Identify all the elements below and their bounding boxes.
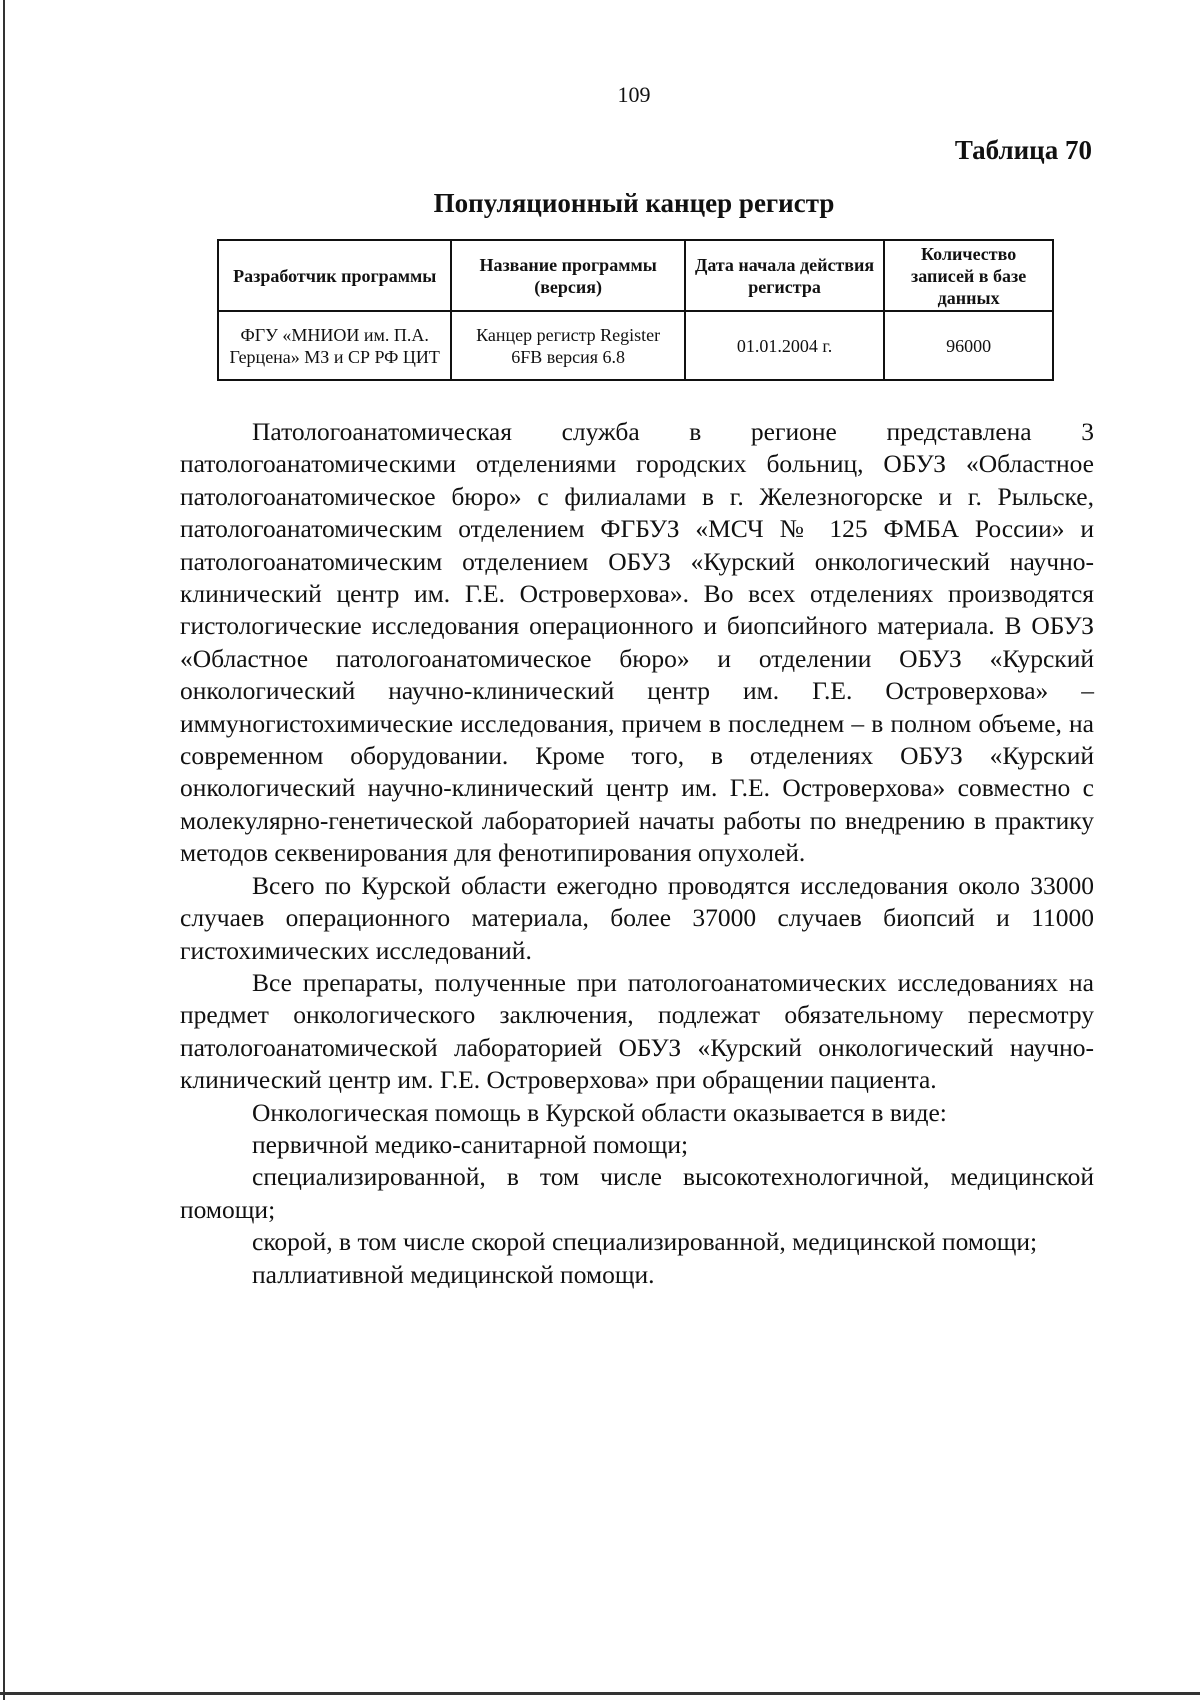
body-text	[180, 416, 1094, 1291]
list-item-specialized-care: специализированной, в том числе высокотехнологичной, медицинской помощи;	[180, 1162, 1094, 1224]
cell-developer: ФГУ «МНИОИ им. П.А. Герцена» МЗ и СР РФ ЦИТ	[218, 311, 451, 380]
header-developer: Разработчик программы	[218, 240, 451, 311]
cell-program-name: Канцер регистр Register 6FB версия 6.8	[451, 311, 684, 380]
table-row	[218, 311, 1053, 380]
cancer-registry-table	[217, 239, 1054, 381]
page-number: 109	[617, 82, 651, 107]
paragraph-specimen-review: Все препараты, полученные при патологоанатомических исследованиях на предмет онкологического заключения, подлежат обязательному пересмотру патологоанатомической лабораторией ОБУЗ «Курский онкологический научно-клинический центр им. Г.Е. Островерхова» при обращении пациента.	[180, 967, 1094, 1095]
list-item-palliative-care: паллиативной медицинской помощи.	[252, 1259, 655, 1289]
list-item-primary-care: первичной медико-санитарной помощи;	[252, 1129, 689, 1159]
list-item-emergency-care: скорой, в том числе скорой специализированной, медицинской помощи;	[252, 1227, 1038, 1257]
table-title: Популяционный канцер регистр	[433, 188, 835, 218]
scan-edge-bottom	[0, 1692, 1200, 1695]
header-record-count: Количество записей в базе данных	[884, 240, 1053, 311]
header-program-name: Название программы (версия)	[451, 240, 684, 311]
paragraph-pathology-service: Патологоанатомическая служба в регионе представлена 3 патологоанатомическими отделениями городских больниц, ОБУЗ «Областное патологоанатомическое бюро» с филиалами в г. Железногорске и г. Рыльске, патологоанатомическим отделением ФГБУЗ «МСЧ № 125 ФМБА России» и патологоанатомическим отделением ОБУЗ «Курский онкологический научно-клинический центр им. Г.Е. Островерхова». Во всех отделениях производятся гистологические исследования операционного и биопсийного материала. В ОБУЗ «Областное патологоанатомическое бюро» и отделении ОБУЗ «Курский онкологический научно-клинический центр им. Г.Е. Островерхова» – иммуногистохимические исследования, причем в последнем – в полном объеме, на современном оборудовании. Кроме того, в отделениях ОБУЗ «Курский онкологический научно-клинический центр им. Г.Е. Островерхова» совместно с молекулярно-генетической лабораторией начаты работы по внедрению в практику методов секвенирования для фенотипирования опухолей.	[180, 417, 1094, 868]
paragraph-care-intro: Онкологическая помощь в Курской области оказывается в виде:	[252, 1097, 947, 1127]
paragraph-annual-studies: Всего по Курской области ежегодно проводятся исследования около 33000 случаев операционного материала, более 37000 случаев биопсий и 11000 гистохимических исследований.	[180, 870, 1094, 965]
table-label: Таблица 70	[954, 135, 1092, 165]
table-header-row	[218, 240, 1053, 311]
scan-edge-left	[3, 0, 5, 1700]
cell-start-date: 01.01.2004 г.	[685, 311, 884, 380]
header-start-date: Дата начала действия регистра	[685, 240, 884, 311]
cell-record-count: 96000	[884, 311, 1053, 380]
